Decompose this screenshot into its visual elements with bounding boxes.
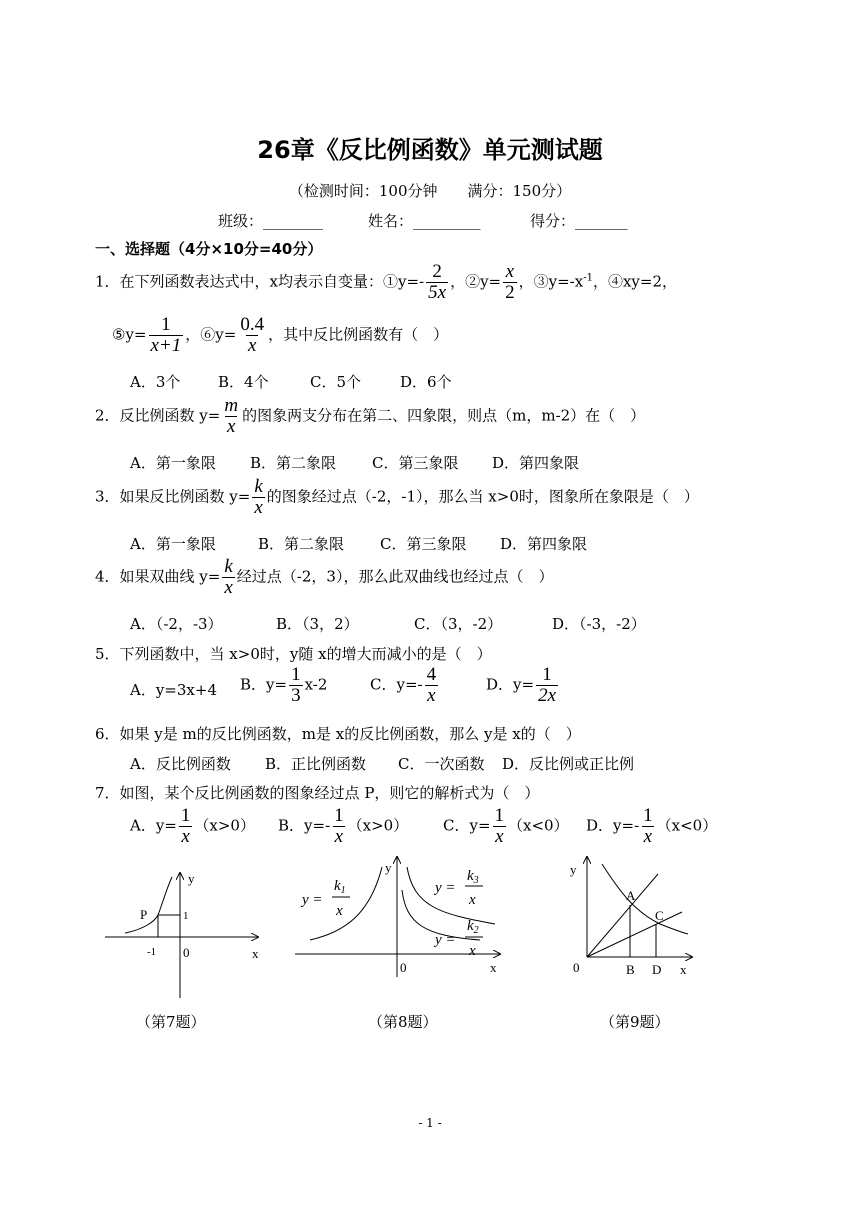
q7-option-d: D．y=- $\frac{1}{x}$ （x<0）: [586, 805, 718, 847]
q2-option-a: A．第一象限: [130, 454, 216, 472]
svg-text:x: x: [469, 892, 476, 908]
q3-option-a: A．第一象限: [130, 535, 216, 553]
q6-option-d: D．反比例或正比例: [502, 755, 635, 773]
question-3: [95, 477, 699, 518]
figure-7: [100, 865, 270, 1005]
q1-fraction-2: $\frac{x}{2}$: [505, 261, 515, 303]
q4-option-b: B．（3，2）: [276, 615, 359, 633]
svg-text:y =: y =: [435, 932, 456, 948]
y-label: y: [188, 871, 195, 886]
q3-text: 3．如果反比例函数 y=: [95, 487, 251, 506]
q4-option-c: C．（3，-2）: [414, 615, 503, 633]
q1-fraction-1: $\frac{2}{5x}$: [428, 261, 447, 303]
page-title: 26章《反比例函数》单元测试题: [257, 136, 603, 164]
point-b-label: B: [626, 962, 635, 977]
q4-text: 经过点（-2，3），那么此双曲线也经过点（ ）: [236, 567, 554, 586]
q7-option-a: A．y= $\frac{1}{x}$ （x>0）: [130, 805, 255, 847]
q1-text: ，③y=-x: [518, 272, 584, 291]
question-1: [95, 262, 677, 303]
q3-option-c: C．第三象限: [380, 535, 467, 553]
svg-text:y =: y =: [302, 892, 323, 908]
tick-1-label: 1: [183, 910, 189, 922]
point-d-label: D: [652, 962, 662, 977]
k2-label: $k_2$: [467, 918, 479, 936]
page-number: - 1 -: [418, 1116, 442, 1130]
name-field: 姓名：_________: [368, 212, 481, 230]
q1-fraction-5: $\frac{1}{x+1}$: [150, 314, 182, 356]
q1-option-c: C．5个: [310, 373, 362, 391]
q4-text: 4．如果双曲线 y=: [95, 567, 221, 586]
line-oa: [587, 874, 658, 957]
hyperbola: [602, 864, 688, 934]
question-2: [95, 396, 645, 437]
class-field: 班级：________: [218, 212, 324, 230]
q1-text: ⑤y=: [112, 325, 147, 344]
q3-fraction: $\frac{k}{x}$: [254, 476, 263, 518]
q5-option-d: D．y= $\frac{1}{2x}$: [486, 664, 557, 706]
q6-option-b: B．正比例函数: [265, 755, 367, 773]
y-label: y: [385, 860, 392, 875]
figure-9: [560, 852, 700, 982]
q2-option-d: D．第四象限: [492, 454, 580, 472]
question-4: [95, 557, 553, 598]
q4-option-a: A．（-2，-3）: [130, 615, 223, 633]
tick-neg1-label: -1: [147, 946, 157, 958]
q1-fraction-6: $\frac{0.4}{x}$: [240, 314, 265, 356]
figure-8-caption: （第8题）: [368, 1013, 438, 1031]
q1-text: ，④xy=2，: [592, 272, 677, 291]
unit-rectangle: [158, 915, 180, 937]
q5-option-a: A．y=3x+4: [130, 681, 217, 699]
q1-text: ，②y=: [450, 272, 502, 291]
q1-option-b: B．4个: [218, 373, 269, 391]
q3-text: 的图象经过点（-2，-1），那么当 x>0时，图象所在象限是（ ）: [266, 487, 699, 506]
exam-meta: （检测时间：100分钟 满分：150分）: [288, 182, 572, 200]
y-label: y: [570, 862, 577, 877]
q7-option-b: B．y=- $\frac{1}{x}$ （x>0）: [278, 805, 409, 847]
q5-option-b: B．y= $\frac{1}{3}$ x-2: [240, 664, 328, 706]
q1-option-a: A．3个: [130, 373, 181, 391]
figure-7-caption: （第7题）: [136, 1013, 206, 1031]
score-field: 得分：_______: [530, 212, 628, 230]
q1-text: 1．在下列函数表达式中，x均表示自变量：①y=-: [95, 272, 425, 291]
svg-text:y =: y =: [435, 880, 456, 896]
question-7: 7．如图，某个反比例函数的图象经过点 P，则它的解析式为（ ）: [95, 784, 540, 802]
q4-option-d: D．（-3，-2）: [552, 615, 646, 633]
q6-option-c: C．一次函数: [398, 755, 485, 773]
q6-option-a: A．反比例函数: [130, 755, 231, 773]
q2-text: 2．反比例函数 y=: [95, 406, 221, 425]
point-c-label: C: [655, 908, 664, 923]
figure-9-caption: （第9题）: [600, 1013, 670, 1031]
x-label: x: [252, 946, 259, 961]
q2-fraction: $\frac{m}{x}$: [224, 395, 239, 437]
curve: [125, 877, 172, 933]
q2-text: 的图象两支分布在第二、四象限，则点（m，m-2）在（ ）: [242, 406, 646, 425]
q1-text: ，⑥y=: [185, 325, 237, 344]
q4-fraction: $\frac{k}{x}$: [224, 556, 233, 598]
k1-label: $k_1$: [334, 878, 346, 896]
point-p-label: P: [140, 907, 148, 922]
q1-text: ，其中反比例函数有（ ）: [268, 325, 449, 344]
q2-option-c: C．第三象限: [372, 454, 459, 472]
question-5: 5．下列函数中，当 x>0时，y随 x的增大而减小的是（ ）: [95, 645, 492, 663]
figure-8: [290, 852, 515, 982]
origin-label: 0: [573, 960, 580, 975]
question-1-cont: [112, 315, 448, 356]
x-label: x: [490, 960, 497, 975]
q7-option-c: C．y= $\frac{1}{x}$ （x<0）: [443, 805, 569, 847]
x-label: x: [680, 962, 687, 977]
q3-option-b: B．第二象限: [258, 535, 345, 553]
line-oc: [587, 912, 682, 957]
section-heading: 一、选择题（4分×10分=40分）: [95, 240, 323, 258]
origin-label: 0: [400, 960, 407, 975]
svg-text:x: x: [336, 903, 343, 919]
origin-label: 0: [183, 945, 190, 960]
k3-label: $k_3$: [467, 868, 479, 886]
q2-option-b: B．第二象限: [250, 454, 337, 472]
question-6: 6．如果 y是 m的反比例函数，m是 x的反比例函数，那么 y是 x的（ ）: [95, 725, 581, 743]
q3-option-d: D．第四象限: [500, 535, 588, 553]
point-a-label: A: [626, 888, 636, 903]
q1-superscript: -1: [583, 272, 593, 284]
svg-text:x: x: [469, 943, 476, 959]
q1-option-d: D．6个: [400, 373, 452, 391]
q5-option-c: C．y=- $\frac{4}{x}$: [370, 664, 437, 706]
